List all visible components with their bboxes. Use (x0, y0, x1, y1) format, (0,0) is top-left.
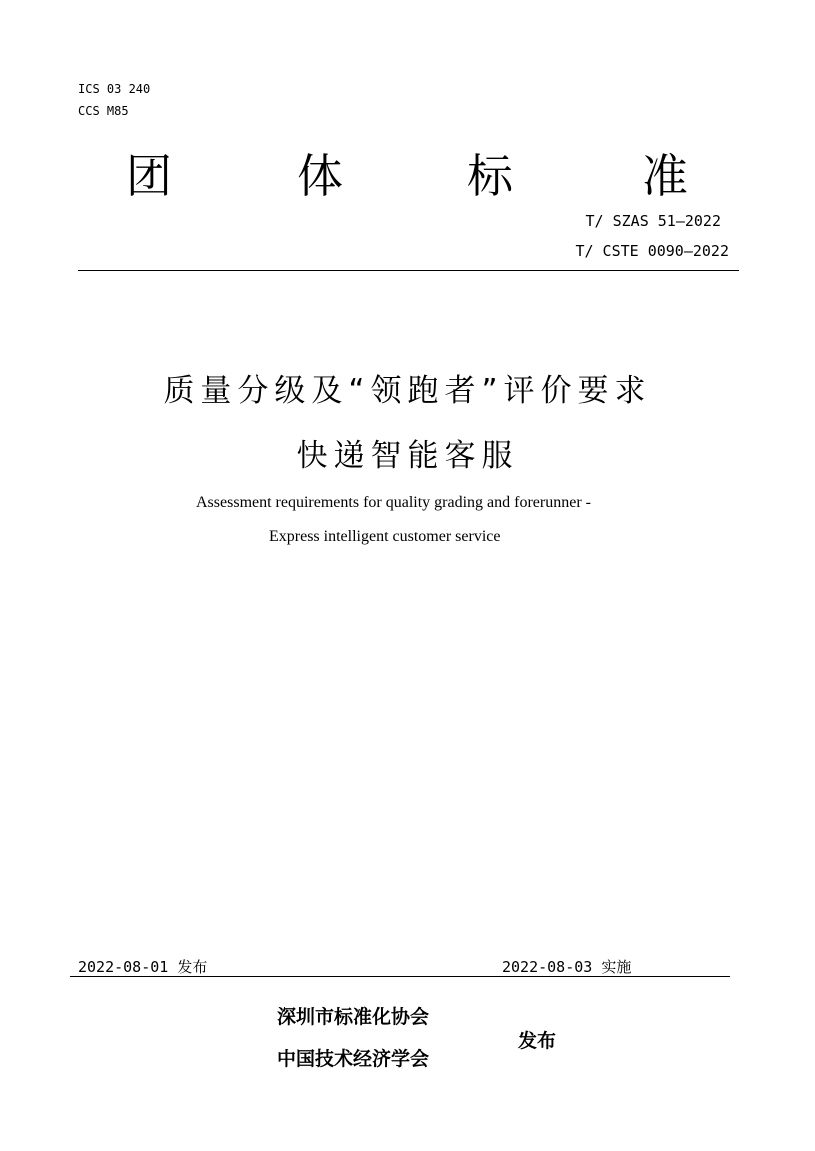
standard-number: T/ CSTE 0090—2022 (575, 242, 729, 260)
standard-type-char: 团 (126, 149, 172, 203)
footer-divider (70, 976, 730, 977)
standard-number: T/ SZAS 51—2022 (585, 212, 721, 230)
publish-label: 发布 (518, 1030, 557, 1052)
chinese-title-line: 快递智能客服 (296, 438, 519, 474)
implement-date: 2022-08-03 实施 (502, 958, 632, 976)
issuing-organization: 深圳市标准化协会 (277, 1006, 430, 1028)
header-divider (78, 270, 739, 271)
publish-date: 2022-08-01 发布 (78, 958, 208, 976)
ccs-code: CCS M85 (78, 104, 129, 118)
standard-type-char: 准 (642, 149, 688, 203)
chinese-title-line: 质量分级及“领跑者”评价要求 (163, 373, 652, 409)
english-title-line: Assessment requirements for quality grading and forerunner - (196, 494, 591, 511)
english-title-line: Express intelligent customer service (269, 528, 501, 545)
ics-code: ICS 03 240 (78, 82, 151, 96)
standard-type-char: 标 (467, 149, 513, 203)
standard-type-char: 体 (297, 149, 343, 203)
issuing-organization: 中国技术经济学会 (277, 1048, 430, 1070)
